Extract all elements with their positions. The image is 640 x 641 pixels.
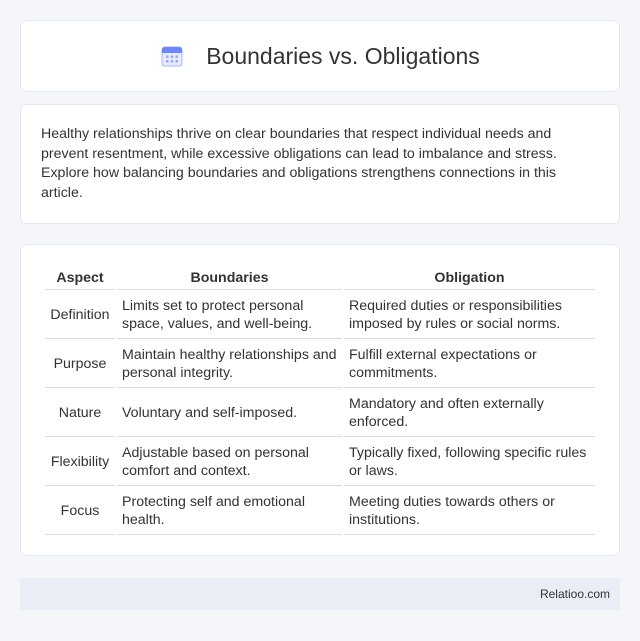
table-row	[45, 488, 595, 535]
table-header-row	[45, 267, 595, 290]
obligation-cell: Mandatory and often externally enforced.	[344, 390, 595, 437]
obligation-cell: Required duties or responsibilities imposed by rules or social norms.	[344, 292, 595, 339]
boundaries-cell: Limits set to protect personal space, values, and well-being.	[117, 292, 342, 339]
footer-site-link[interactable]: Relatioo.com	[539, 587, 610, 601]
aspect-cell: Focus	[45, 488, 115, 535]
table-row	[45, 439, 595, 486]
column-header-boundaries: Boundaries	[117, 267, 342, 290]
comparison-table	[43, 265, 597, 537]
obligation-cell: Meeting duties towards others or institutions.	[344, 488, 595, 535]
table-row	[45, 292, 595, 339]
column-header-obligation: Obligation	[344, 267, 595, 290]
aspect-cell: Definition	[45, 292, 115, 339]
boundaries-cell: Adjustable based on personal comfort and context.	[117, 439, 342, 486]
calendar-icon	[160, 44, 184, 68]
footer	[20, 578, 620, 610]
boundaries-cell: Maintain healthy relationships and personal integrity.	[117, 341, 342, 388]
comparison-table-card	[20, 244, 620, 556]
page-title: Boundaries vs. Obligations	[206, 42, 480, 69]
column-header-aspect: Aspect	[45, 267, 115, 290]
table-row	[45, 390, 595, 437]
intro-text: Healthy relationships thrive on clear boundaries that respect individual needs and prevent resentment, while excessive obligations can lead to imbalance and stress. Explore how balancing boundaries and obligations strengthens connections in this article.	[41, 126, 557, 201]
boundaries-cell: Protecting self and emotional health.	[117, 488, 342, 535]
aspect-cell: Nature	[45, 390, 115, 437]
aspect-cell: Flexibility	[45, 439, 115, 486]
aspect-cell: Purpose	[45, 341, 115, 388]
obligation-cell: Fulfill external expectations or commitments.	[344, 341, 595, 388]
table-row	[45, 341, 595, 388]
obligation-cell: Typically fixed, following specific rules or laws.	[344, 439, 595, 486]
intro-card	[20, 104, 620, 224]
boundaries-cell: Voluntary and self-imposed.	[117, 390, 342, 437]
title-wrap	[160, 43, 480, 70]
title-card	[20, 20, 620, 92]
